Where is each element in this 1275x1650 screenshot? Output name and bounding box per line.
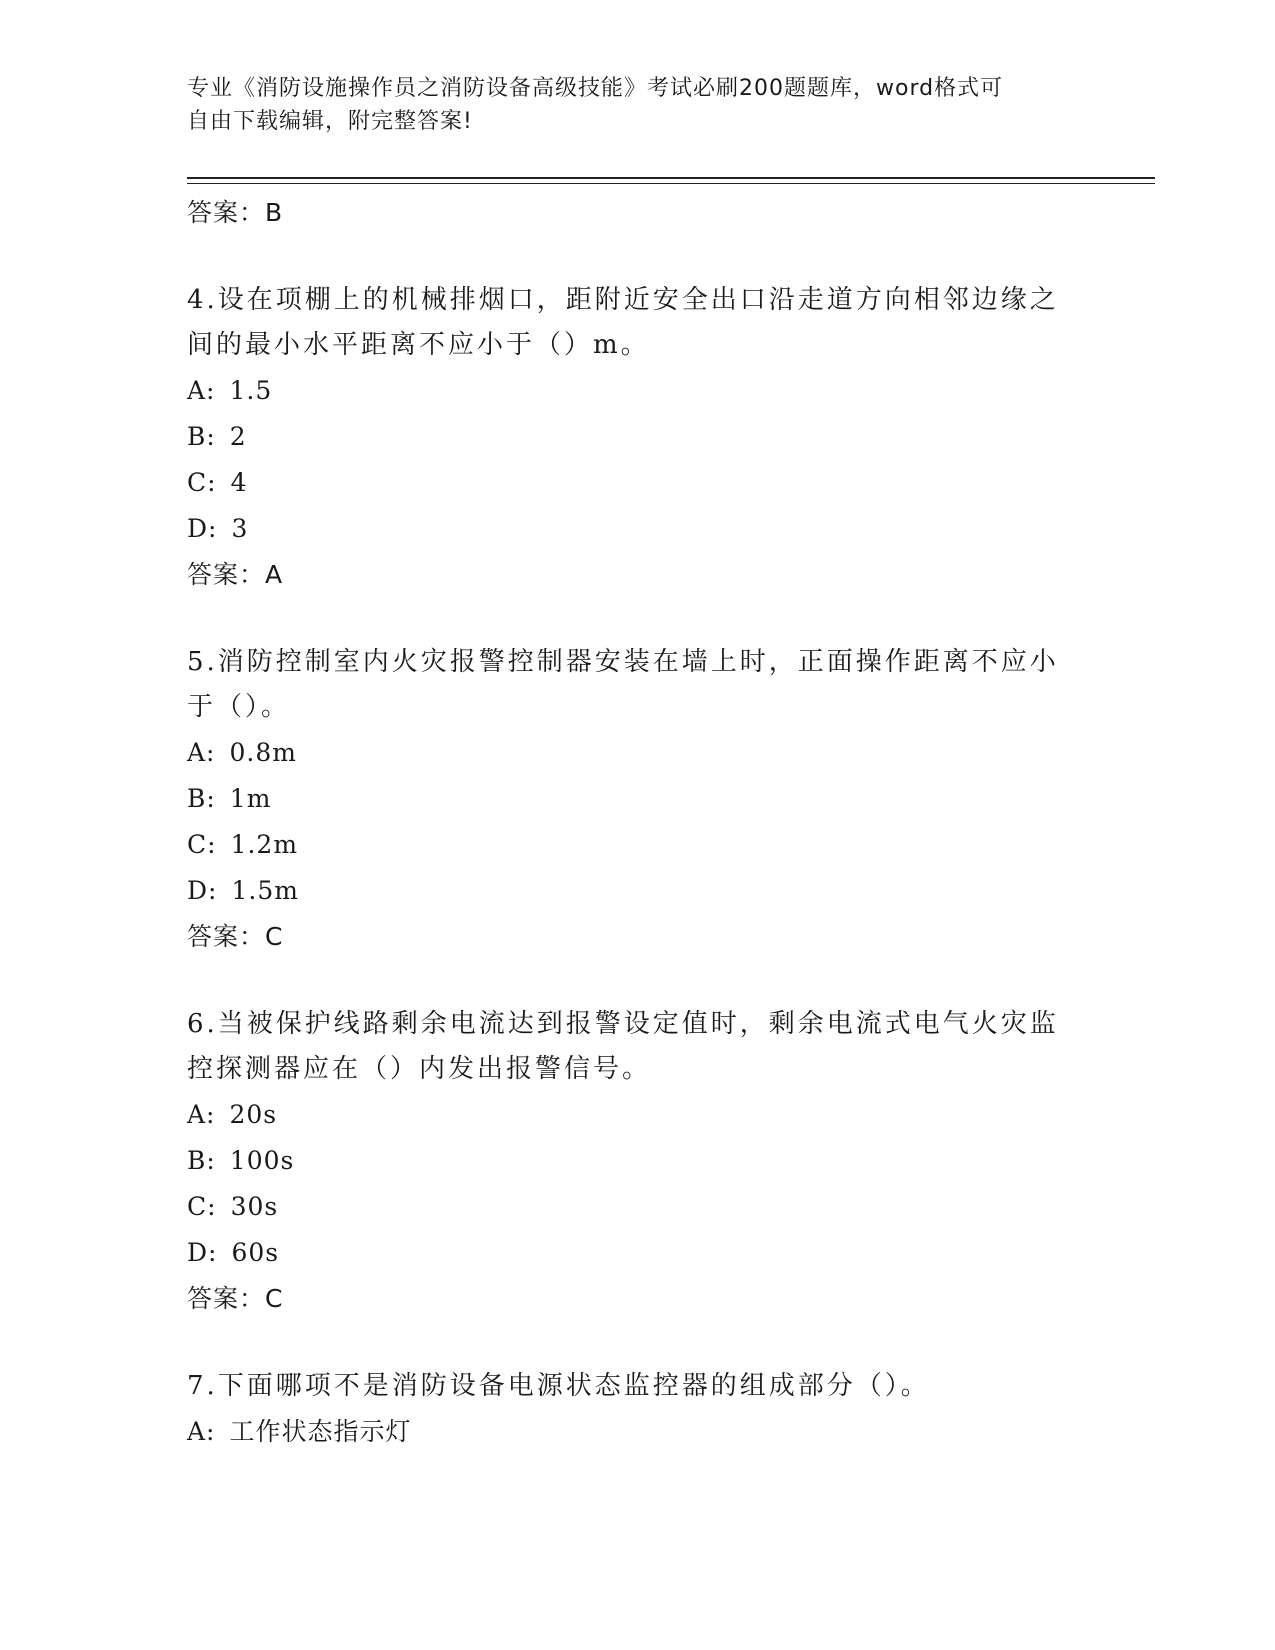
option-b [187,1138,1067,1184]
option-letter: B: [187,1146,216,1175]
header-rule-thick [187,177,1155,179]
option-d [187,868,1067,914]
option-a [187,368,1067,414]
question-block [187,278,1067,598]
option-letter: A: [187,376,216,405]
option-text: 1m [229,784,272,813]
option-d [187,1230,1067,1276]
option-d [187,506,1067,552]
option-a [187,1092,1067,1138]
option-text: 60s [231,1238,280,1267]
question-stem: 6.当被保护线路剩余电流达到报警设定值时，剩余电流式电气火灾监控探测器应在（）内发出报警信号。 [187,1009,1059,1084]
option-c [187,822,1067,868]
option-letter: D: [187,876,218,905]
option-b [187,776,1067,822]
question-stem: 4.设在项棚上的机械排烟口，距附近安全出口沿走道方向相邻边缘之间的最小水平距离不应小于（）m。 [187,285,1059,360]
answer-line: 答案：C [187,922,284,951]
option-text: 30s [230,1192,279,1221]
option-text: 3 [231,514,249,543]
header-line-2: 自由下载编辑，附完整答案! [187,109,473,134]
option-letter: A: [187,738,216,767]
option-b [187,414,1067,460]
option-letter: A: [187,1100,216,1129]
option-a [187,730,1067,776]
document-body [187,190,1067,1455]
option-text: 1.2m [230,830,299,859]
option-text: 20s [229,1100,278,1129]
option-letter: C: [187,830,217,859]
option-c [187,1184,1067,1230]
header-rule-thin [187,183,1155,184]
answer-line: 答案：B [187,198,284,227]
question-stem: 7.下面哪项不是消防设备电源状态监控器的组成部分（）。 [187,1371,930,1401]
option-letter: B: [187,784,216,813]
option-text: 1.5m [231,876,299,905]
option-text: 4 [230,468,248,497]
answer-line: 答案：A [187,560,284,589]
option-letter: C: [187,468,217,497]
question-block [187,640,1067,960]
option-letter: D: [187,514,218,543]
option-letter: D: [187,1238,218,1267]
option-letter: C: [187,1192,217,1221]
option-text: 2 [229,422,247,451]
question-stem: 5.消防控制室内火灾报警控制器安装在墙上时，正面操作距离不应小于（）。 [187,647,1059,722]
option-text: 工作状态指示灯 [229,1417,412,1446]
option-text: 100s [229,1146,295,1175]
question-block [187,1364,1067,1455]
option-letter: A: [187,1417,216,1446]
document-header [187,72,1067,138]
option-a [187,1409,1067,1455]
option-text: 0.8m [229,738,297,767]
question-block [187,1002,1067,1322]
option-letter: B: [187,422,216,451]
answer-line: 答案：C [187,1284,284,1313]
option-text: 1.5 [229,376,273,405]
header-line-1: 专业《消防设施操作员之消防设备高级技能》考试必刷200题题库，word格式可 [187,76,1004,101]
option-c [187,460,1067,506]
